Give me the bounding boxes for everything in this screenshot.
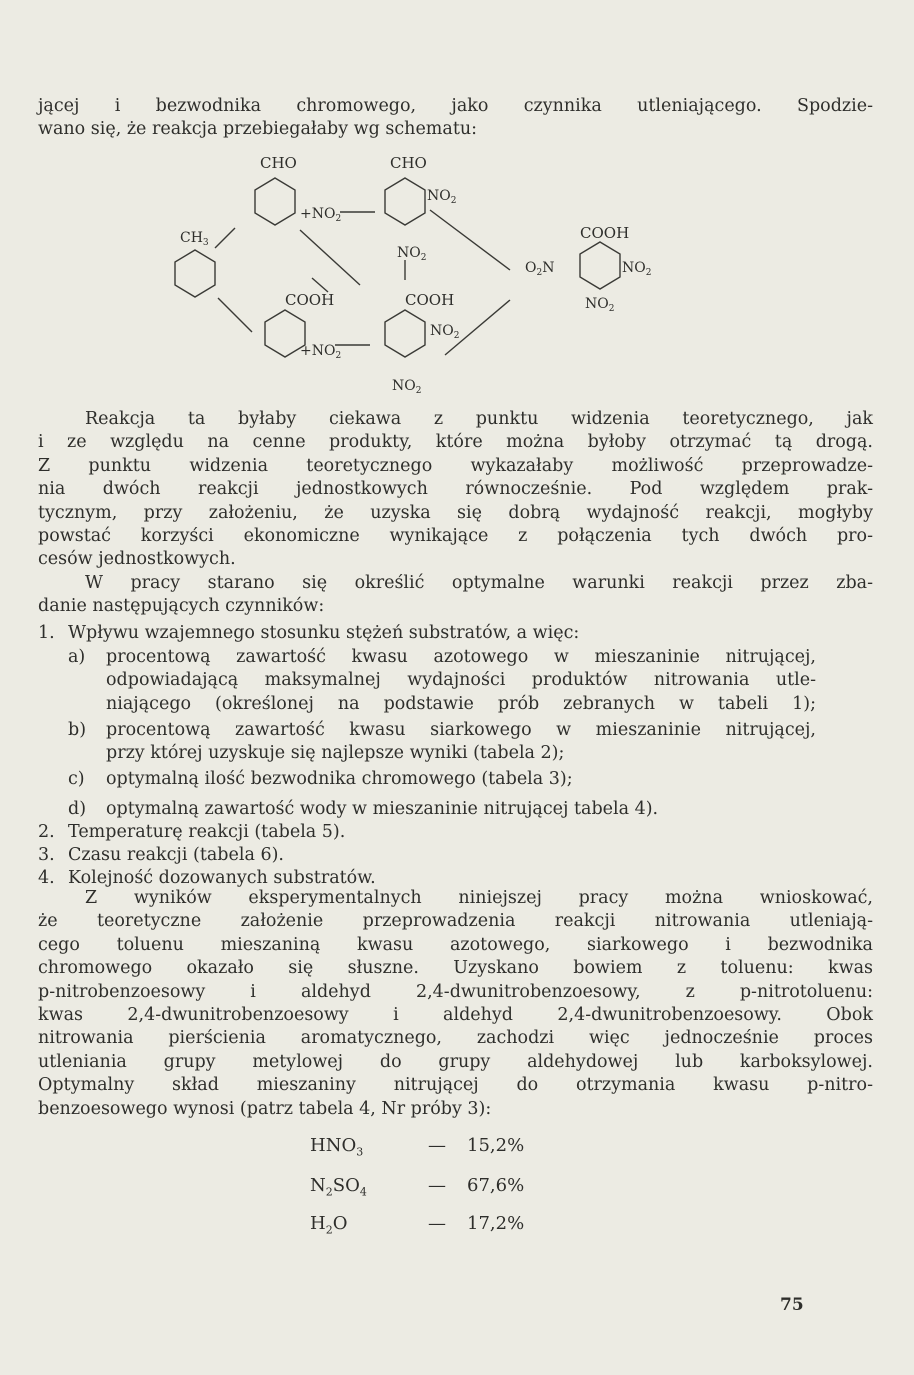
text-line: cego toluenu mieszaniną kwasu azotowego, siarkowego i bezwodnika [38, 934, 873, 955]
cho-label: CHO [390, 154, 427, 172]
list-item: d) optymalną zawartość wody w mieszaninie nitrującej tabela 4). [68, 799, 659, 819]
intro-paragraph [38, 95, 873, 142]
text-line: nia dwóch reakcji jednostkowych równocześnie. Pod względem prak- [38, 479, 873, 500]
formula-h2so4: $N_2SO_4$ [310, 1175, 367, 1199]
text-line: Z wyników eksperymentalnych niniejszej pracy można wnioskować, [85, 888, 873, 908]
no2-label: $NO_2$ [585, 296, 615, 314]
dash: — [428, 1135, 446, 1156]
text-line: utleniania grupy metylowej do grupy aldehydowej lub karboksylowej. [38, 1051, 873, 1072]
cooh-label: COOH [580, 224, 630, 242]
dash: — [428, 1175, 446, 1196]
list-item: c) optymalną ilość bezwodnika chromowego (tabela 3); [68, 769, 573, 789]
paragraph-1 [38, 408, 873, 572]
text-line: cesów jednostkowych. [38, 549, 236, 570]
text-line: danie następujących czynników: [38, 596, 325, 617]
reaction-scheme [160, 150, 660, 400]
formula-hno3: $HNO_3$ [310, 1135, 364, 1159]
text-line: i ze względu na cenne produkty, które można byłoby otrzymać tą drogą. [38, 432, 873, 453]
paragraph-2 [38, 572, 873, 619]
no2-label: $NO_2$ [430, 323, 460, 341]
text-line: W pracy starano się określić optymalne warunki reakcji przez zba- [85, 573, 873, 593]
dash: — [428, 1213, 446, 1234]
list-item: 4. Kolejność dozowanych substratów. [38, 868, 376, 888]
text-line: kwas 2,4-dwunitrobenzoesowy i aldehyd 2,4-dwunitrobenzoesowy. Obok [38, 1005, 873, 1026]
text-line: powstać korzyści ekonomiczne wynikające z połączenia tych dwóch pro- [38, 526, 873, 547]
value: 17,2% [467, 1213, 525, 1234]
text-line: tycznym, przy założeniu, że uzyska się dobrą wydajność reakcji, mogłyby [38, 502, 873, 523]
methyl-label: $CH_3$ [180, 230, 209, 248]
o2n-label: $O_2N$ [525, 260, 555, 278]
formula-h2o: $H_2O$ [310, 1213, 348, 1237]
list-item: b) procentową zawartość kwasu siarkowego w mieszaninie nitrującej, przy której uzyskuje się najlepsze wyniki (tabela 2); [68, 720, 816, 764]
no2-label: $NO_2$ [622, 260, 652, 278]
no2-label: $+NO_2$ [300, 343, 342, 361]
value: 67,6% [467, 1175, 525, 1196]
text-line: wano się, że reakcja przebiegałaby wg schematu: [38, 119, 478, 140]
text-line: nitrowania pierścienia aromatycznego, zachodzi więc jednocześnie proces [38, 1028, 873, 1049]
text-line: chromowego okazało się słuszne. Uzyskano bowiem z toluenu: kwas [38, 958, 873, 979]
text-line: Optymalny skład mieszaniny nitrującej do otrzymania kwasu p-nitro- [38, 1075, 873, 1096]
list-item: 2. Temperaturę reakcji (tabela 5). [38, 822, 346, 842]
no2-label: $NO_2$ [392, 378, 422, 396]
list-item: 1. Wpływu wzajemnego stosunku stężeń substratów, a więc: [38, 623, 580, 643]
cooh-label: COOH [285, 291, 335, 309]
list-item: 3. Czasu reakcji (tabela 6). [38, 845, 284, 865]
text-line: Reakcja ta byłaby ciekawa z punktu widzenia teoretycznego, jak [85, 409, 873, 429]
no2-label: $NO_2$ [427, 188, 457, 206]
list-item: a) procentową zawartość kwasu azotowego w mieszaninie nitrującej, odpowiadającą maksymalnej wydajności produktów nitrowania utle- niającego (określonej na podstawie prób zebranych w tabeli 1); [68, 647, 816, 714]
factor-list [38, 622, 873, 887]
text-line: p-nitrobenzoesowy i aldehyd 2,4-dwunitrobenzoesowy, z p-nitrotoluenu: [38, 981, 873, 1002]
text-line: Z punktu widzenia teoretycznego wykazałaby możliwość przeprowadze- [38, 455, 873, 476]
text-line: benzoesowego wynosi (patrz tabela 4, Nr próby 3): [38, 1098, 492, 1119]
no2-label: $NO_2$ [397, 245, 427, 263]
value: 15,2% [467, 1135, 525, 1156]
paragraph-3 [38, 887, 873, 1121]
text-line: jącej i bezwodnika chromowego, jako czynnika utleniającego. Spodzie- [38, 96, 873, 116]
page-number: 75 [780, 1295, 804, 1315]
cho-label: CHO [260, 154, 297, 172]
cooh-label: COOH [405, 291, 455, 309]
text-line: że teoretyczne założenie przeprowadzenia reakcji nitrowania utleniają- [38, 911, 873, 932]
no2-label: $+NO_2$ [300, 206, 342, 224]
